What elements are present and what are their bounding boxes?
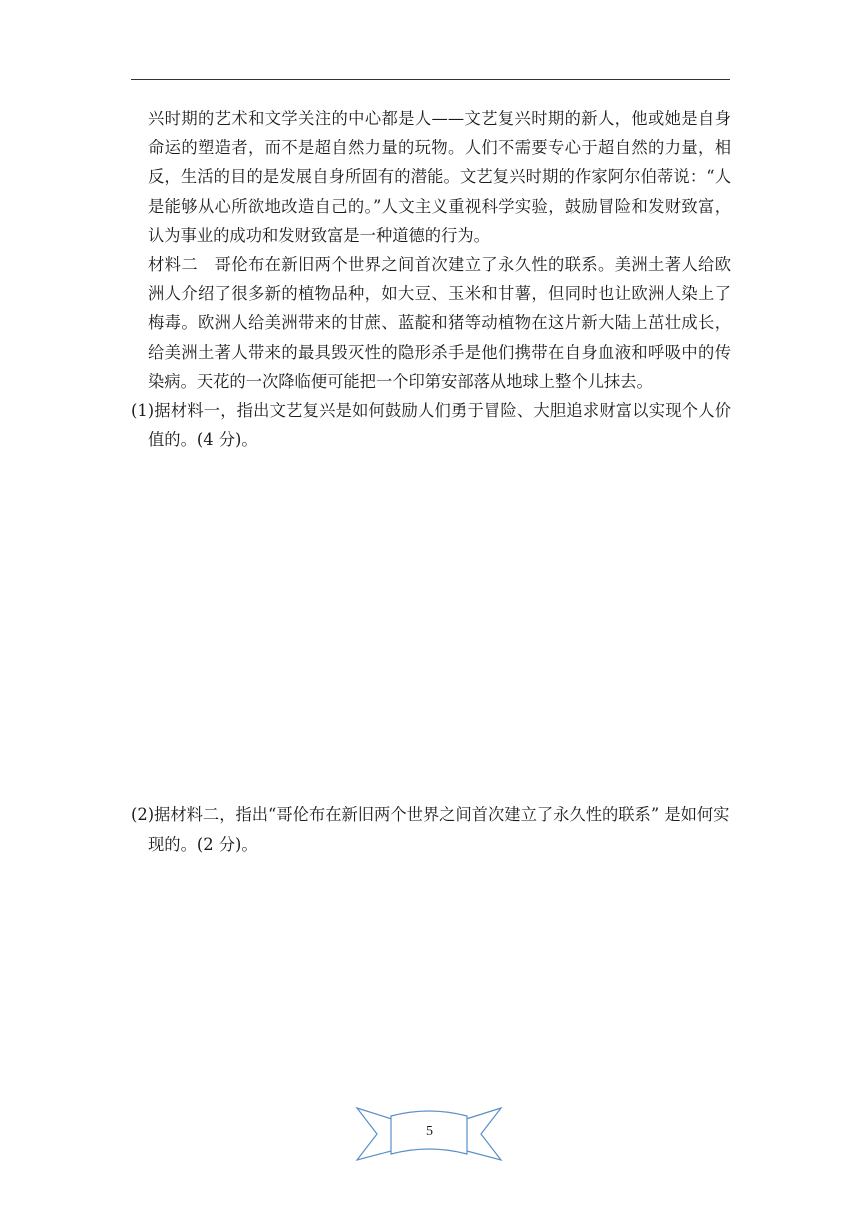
question-1: (1)据材料一，指出文艺复兴是如何鼓励人们勇于冒险、大胆追求财富以实现个人价值的。(4 分)。 [131, 401, 731, 450]
material-two: 材料二 哥伦布在新旧两个世界之间首次建立了永久性的联系。美洲土著人给欧洲人介绍了很多新的植物品种，如大豆、玉米和甘薯，但同时也让欧洲人染上了梅毒。欧洲人给美洲带来的甘蔗、蓝靛和猪等动植物在这片新大陆上茁壮成长，给美洲土著人带来的最具毁灭性的隐形杀手是他们携带在自身血液和呼吸中的传染病。天花的一次降临便可能把一个印第安部落从地球上整个儿抹去。 [148, 255, 731, 391]
question-2: (2)据材料二，指出“哥伦布在新旧两个世界之间首次建立了永久性的联系” 是如何实现的。(2 分)。 [131, 805, 730, 854]
header-rule [131, 79, 730, 80]
page-number: 5 [426, 1124, 433, 1139]
material-one-continuation: 兴时期的艺术和文学关注的中心都是人——文艺复兴时期的新人，他或她是自身命运的塑造者，而不是超自然力量的玩物。人们不需要专心于超自然的力量，相反，生活的目的是发展自身所固有的潜能。文艺复兴时期的作家阿尔伯蒂说：“人是能够从心所欲地改造自己的。”人文主义重视科学实验，鼓励冒险和发财致富，认为事业的成功和发财致富是一种道德的行为。 [148, 109, 731, 245]
document-body [131, 104, 731, 454]
